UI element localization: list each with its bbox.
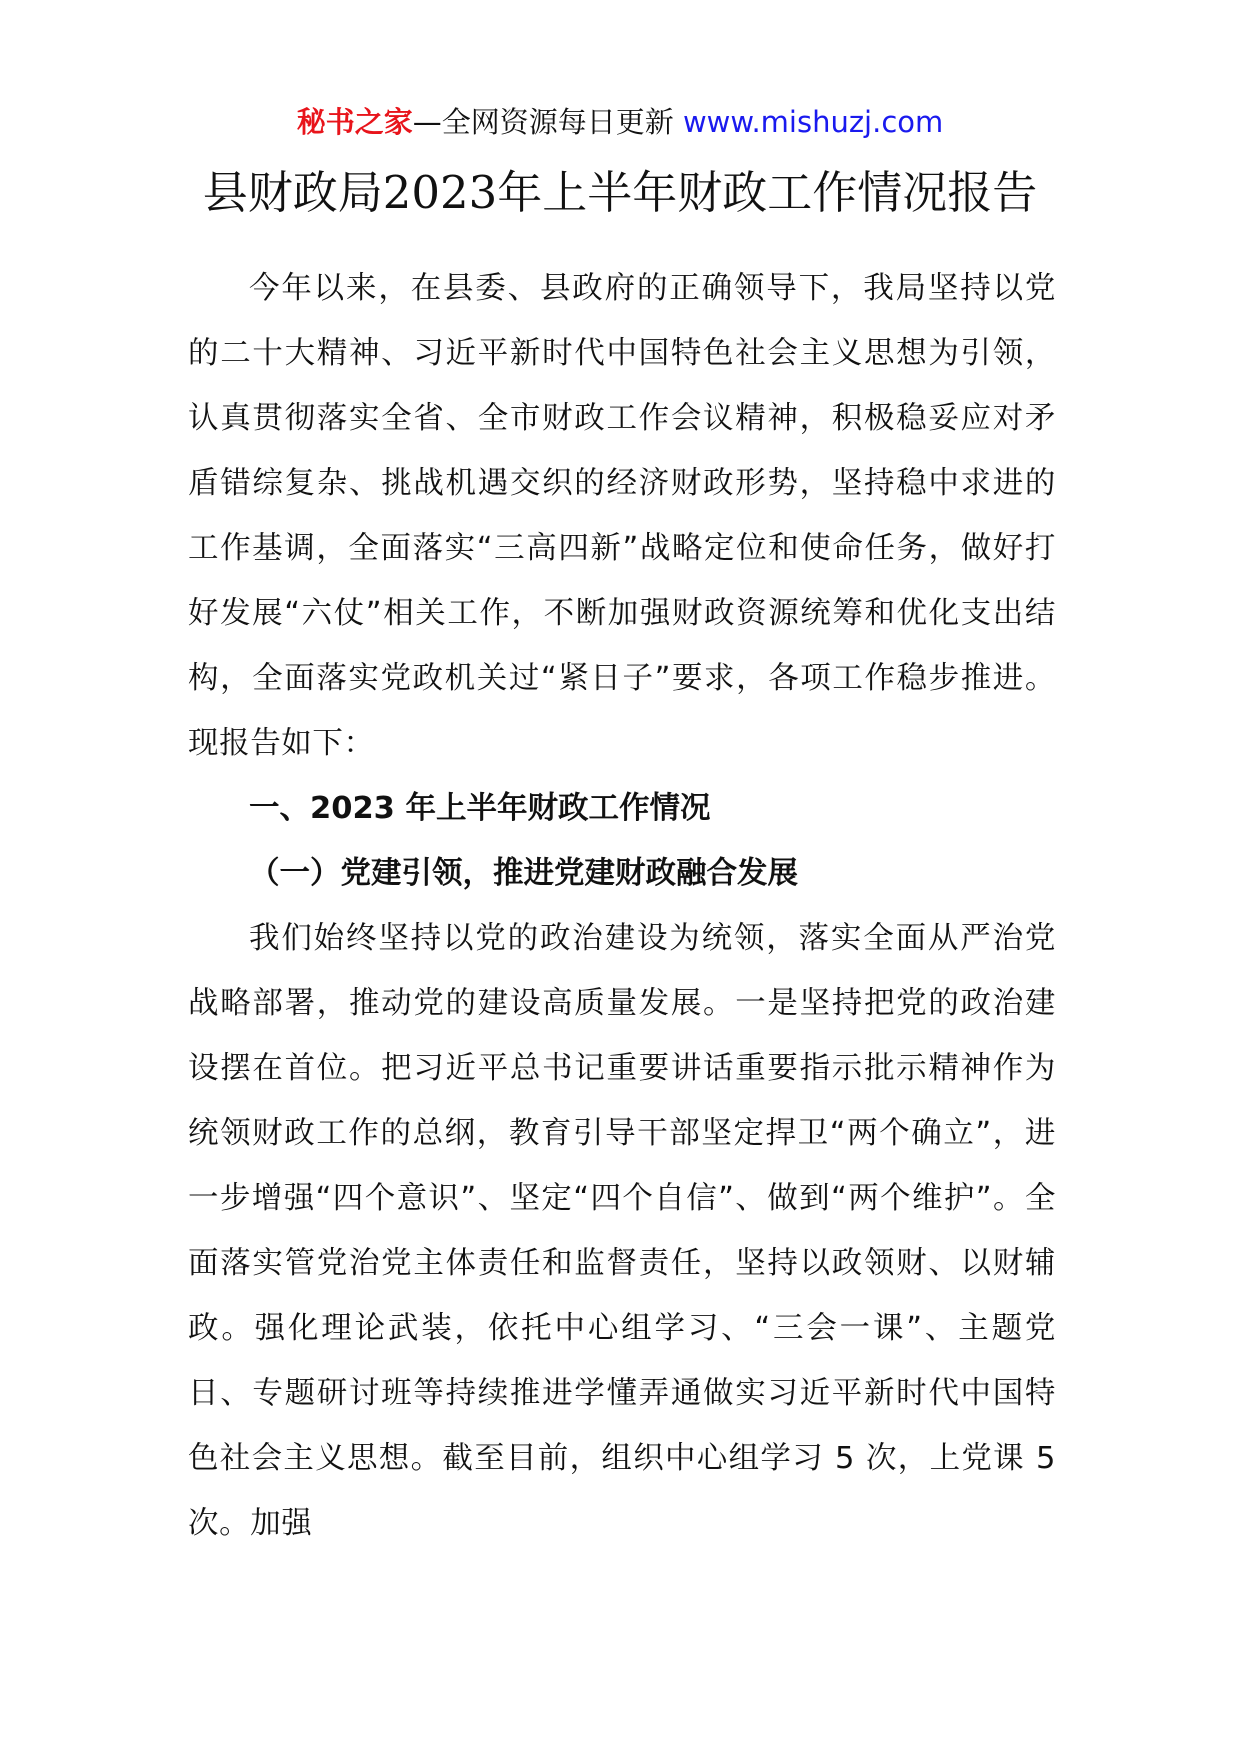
subsection-heading: （一）党建引领，推进党建财政融合发展 — [249, 856, 798, 891]
intro-paragraph: 今年以来，在县委、县政府的正确领导下，我局坚持以党的二十大精神、习近平新时代中国特色社会主义思想为引领，认真贯彻落实全省、全市财政工作会议精神，积极稳妥应对矛盾错综复杂、挑战机遇交织的经济财政形势，坚持稳中求进的工作基调，全面落实“三高四新”战略定位和使命任务，做好打好发展“六仗”相关工作，不断加强财政资源统筹和优化支出结构，全面落实党政机关过“紧日子”要求，各项工作稳步推进。现报告如下： — [188, 271, 1056, 761]
document-body — [188, 256, 1056, 1556]
title-prefix: 县财政局 — [202, 166, 383, 219]
header-tagline: —全网资源每日更新 — [412, 105, 683, 139]
title-year: 2023 — [382, 166, 498, 219]
title-suffix: 年上半年财政工作情况报告 — [497, 166, 1038, 219]
site-header — [0, 102, 1240, 142]
section-heading: 一、2023 年上半年财政工作情况 — [249, 791, 711, 826]
site-url-link[interactable]: www.mishuzj.com — [682, 105, 944, 139]
document-title — [0, 160, 1240, 226]
brand-name: 秘书之家 — [296, 105, 413, 139]
subsection-paragraph: 我们始终坚持以党的政治建设为统领，落实全面从严治党战略部署，推动党的建设高质量发展。一是坚持把党的政治建设摆在首位。把习近平总书记重要讲话重要指示批示精神作为统领财政工作的总纲，教育引导干部坚定捍卫“两个确立”，进一步增强“四个意识”、坚定“四个自信”、做到“两个维护”。全面落实管党治党主体责任和监督责任，坚持以政领财、以财辅政。强化理论武装，依托中心组学习、“三会一课”、主题党日、专题研讨班等持续推进学懂弄通做实习近平新时代中国特色社会主义思想。截至目前，组织中心组学习 5 次，上党课 5 次。加强 — [188, 921, 1056, 1541]
